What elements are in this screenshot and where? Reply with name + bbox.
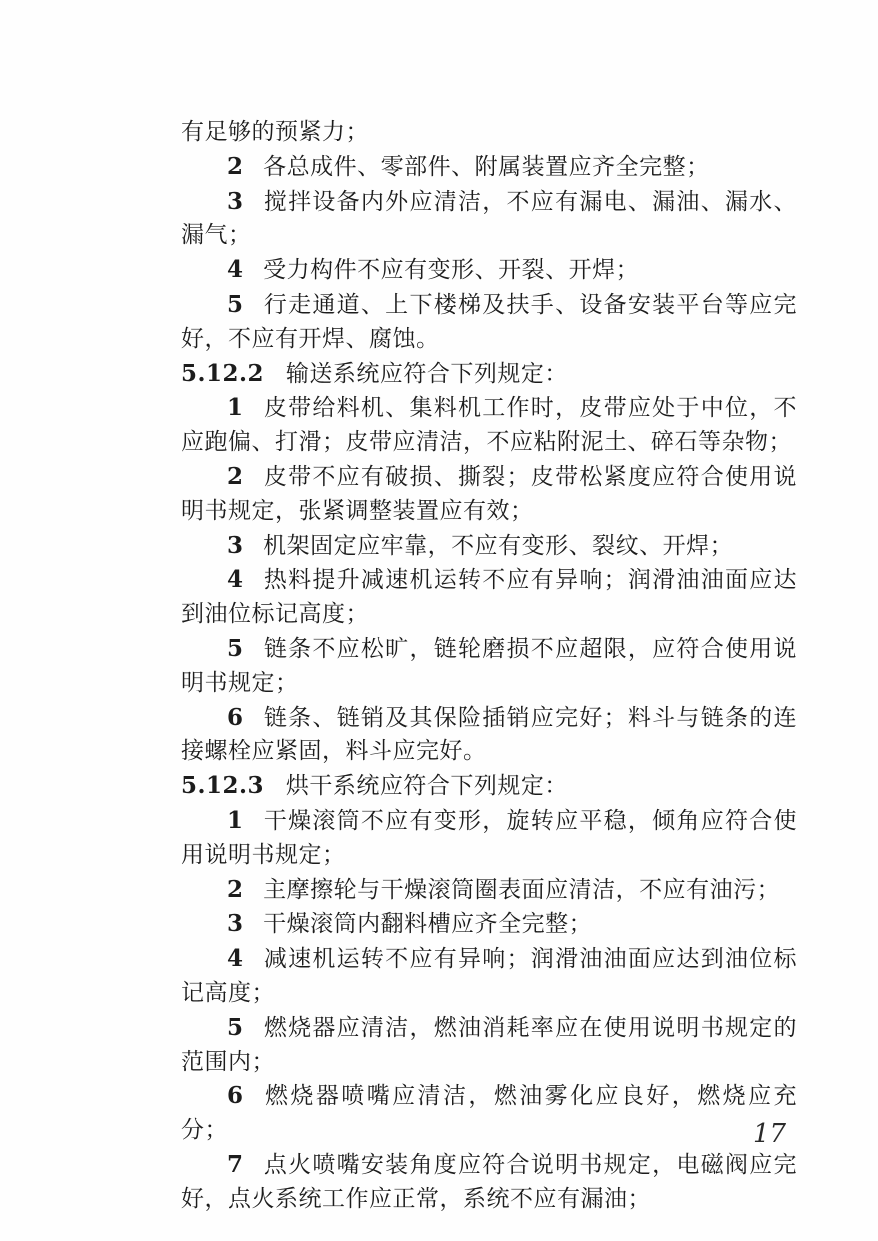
section-heading [181, 769, 797, 804]
clause-item [181, 1011, 797, 1080]
clause-text: 燃烧器喷嘴应清洁，燃油雾化应良好，燃烧应充分； [181, 1083, 797, 1144]
clause-number: 5 [227, 290, 244, 318]
clause-number: 4 [227, 945, 244, 973]
clause-item [181, 391, 797, 460]
clause-text: 皮带给料机、集料机工作时，皮带应处于中位，不应跑偏、打滑；皮带应清洁，不应粘附泥土、碎石等杂物； [181, 395, 797, 456]
clause-item [181, 460, 797, 529]
clause-text: 皮带不应有破损、撕裂；皮带松紧度应符合使用说明书规定，张紧调整装置应有效； [181, 463, 797, 524]
clause-text: 烘干系统应符合下列规定： [285, 773, 568, 800]
clause-text: 干燥滚筒不应有变形，旋转应平稳，倾角应符合使用说明书规定； [181, 807, 797, 868]
clause-number: 6 [227, 1082, 244, 1110]
clause-number: 3 [227, 531, 244, 559]
clause-number: 1 [227, 806, 244, 834]
clause-number: 6 [227, 703, 244, 731]
clause-number: 5 [227, 1013, 244, 1041]
clause-item [181, 253, 797, 288]
clause-number: 5.12.3 [181, 772, 265, 800]
clause-number: 5.12.2 [181, 359, 265, 387]
clause-text: 各总成件、零部件、附属装置应齐全完整； [263, 153, 710, 180]
clause-item [181, 873, 797, 908]
clause-number: 4 [227, 566, 244, 594]
clause-number: 2 [227, 875, 244, 903]
clause-text: 链条、链销及其保险插销应完好；料斗与链条的连接螺栓应紧固，料斗应完好。 [181, 704, 797, 765]
clause-number: 3 [227, 187, 244, 215]
clause-text: 主摩擦轮与干燥滚筒圈表面应清洁，不应有油污； [263, 876, 781, 903]
clause-item [181, 1148, 797, 1217]
clause-number: 1 [227, 394, 244, 422]
clause-item [181, 185, 797, 254]
clause-item [181, 288, 797, 357]
clause-text: 行走通道、上下楼梯及扶手、设备安装平台等应完好，不应有开焊、腐蚀。 [181, 291, 797, 352]
paragraph-continuation [181, 116, 797, 150]
clause-text: 受力构件不应有变形、开裂、开焊； [263, 257, 640, 284]
clause-text: 链条不应松旷，链轮磨损不应超限，应符合使用说明书规定； [181, 635, 797, 696]
clause-text: 减速机运转不应有异响；润滑油油面应达到油位标记高度； [181, 946, 797, 1006]
clause-text: 点火喷嘴安装角度应符合说明书规定，电磁阀应完好，点火系统工作应正常，系统不应有漏油； [181, 1151, 797, 1212]
clause-number: 5 [227, 634, 244, 662]
clause-text: 搅拌设备内外应清洁，不应有漏电、漏油、漏水、漏气； [181, 188, 797, 249]
document-body [181, 116, 797, 1217]
clause-number: 7 [227, 1150, 244, 1178]
clause-text: 有足够的预紧力； [181, 119, 369, 145]
clause-item [181, 529, 797, 564]
clause-item [181, 1079, 797, 1148]
clause-text: 燃烧器应清洁，燃油消耗率应在使用说明书规定的范围内； [181, 1014, 797, 1075]
clause-text: 干燥滚筒内翻料槽应齐全完整； [263, 911, 593, 938]
clause-number: 3 [227, 910, 244, 938]
clause-text: 热料提升减速机运转不应有异响；润滑油油面应达到油位标记高度； [181, 567, 797, 628]
clause-item [181, 942, 797, 1011]
clause-text: 机架固定应牢靠，不应有变形、裂纹、开焊； [263, 532, 734, 559]
clause-item [181, 907, 797, 942]
clause-item [181, 150, 797, 185]
clause-text: 输送系统应符合下列规定： [285, 360, 568, 387]
clause-item [181, 701, 797, 770]
clause-item [181, 804, 797, 873]
clause-item [181, 563, 797, 632]
section-heading [181, 357, 797, 392]
clause-number: 2 [227, 462, 244, 490]
clause-item [181, 632, 797, 701]
clause-number: 4 [227, 256, 244, 284]
page-number: 17 [753, 1119, 787, 1149]
clause-number: 2 [227, 152, 244, 180]
